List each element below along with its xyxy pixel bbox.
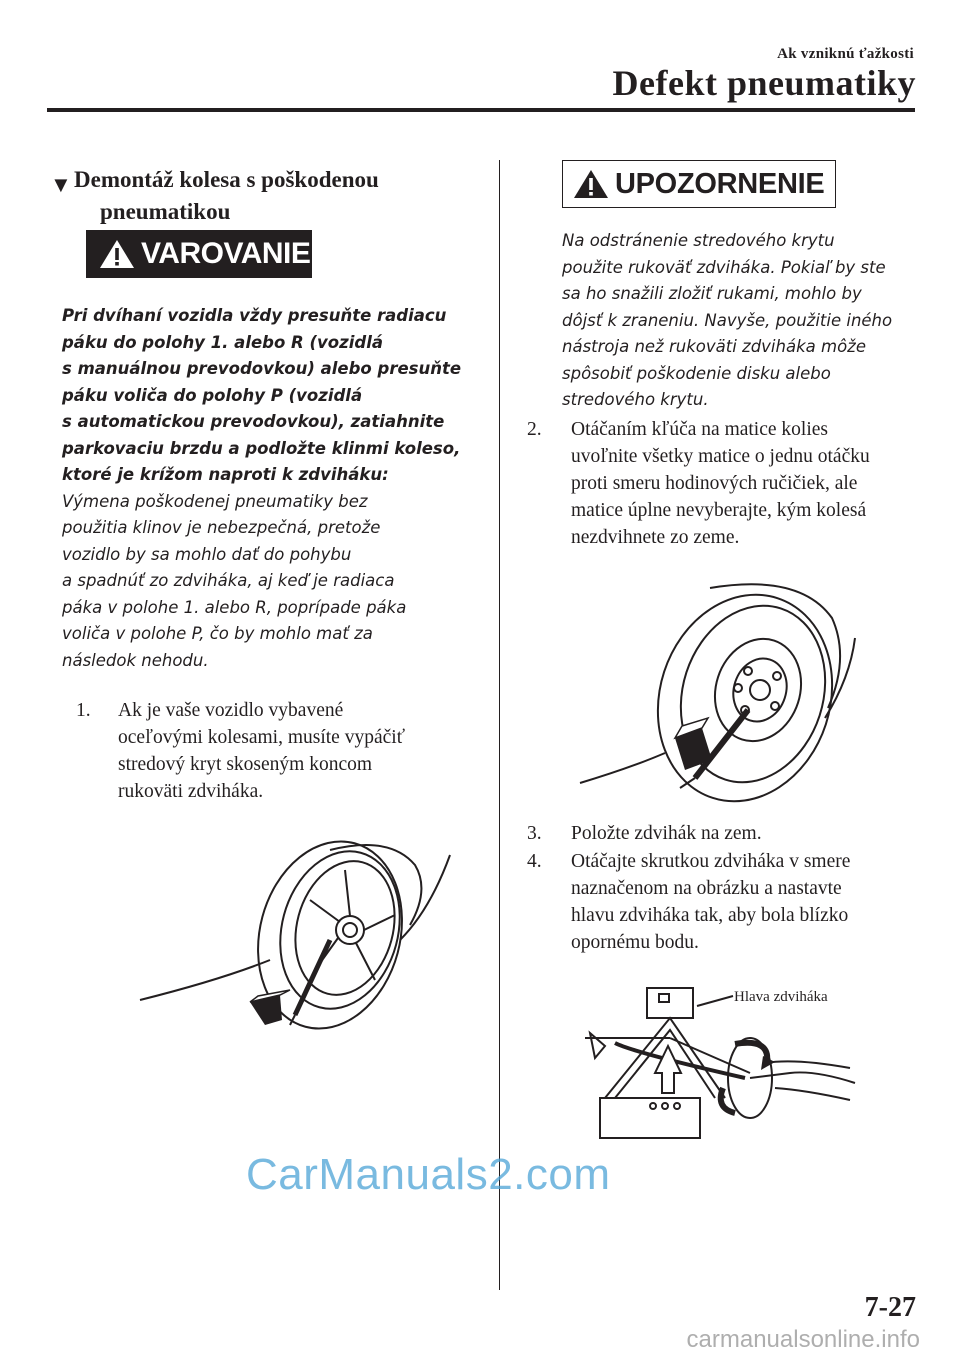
- warning-label: [86, 230, 312, 278]
- step-line: stredový kryt skoseným koncom: [118, 754, 373, 775]
- step-line: hlavu zdviháka tak, aby bola blízko: [571, 905, 849, 926]
- section-subtitle: Ak vzniknú ťažkosti: [777, 46, 914, 62]
- warning-triangle-icon: [97, 237, 137, 271]
- heading-marker-icon: ▼: [50, 172, 72, 197]
- step-line: Otáčajte skrutkou zdviháka v smere: [571, 851, 851, 872]
- jack-head-caption: Hlava zdviháka: [734, 989, 828, 1005]
- caution-text-block: [562, 228, 932, 414]
- watermark: CarManuals2.com: [246, 1150, 611, 1199]
- caution-label: [562, 160, 836, 208]
- caution-text-line: Na odstránenie stredového krytu: [562, 231, 835, 250]
- step-line: Otáčaním kľúča na matice kolies: [571, 419, 828, 440]
- step-line: opornému bodu.: [571, 932, 699, 953]
- caution-text-line: dôjsť k zraneniu. Navyše, použitie iného: [562, 310, 893, 330]
- step-line: nezdvihnete zo zeme.: [571, 527, 740, 548]
- warning-bold-line: s automatickou prevodovkou), zatiahnite: [62, 412, 445, 431]
- warning-text-line: vozidlo by sa mohlo dať do pohybu: [62, 544, 352, 564]
- warning-text-line: a spadnúť zo zdviháka, aj keď je radiaca: [62, 571, 395, 590]
- step-number: 3.: [527, 823, 542, 844]
- page-title: Defekt pneumatiky: [612, 63, 916, 103]
- step-2: [527, 416, 927, 551]
- step-number: 1.: [76, 700, 91, 721]
- warning-text-line: Výmena poškodenej pneumatiky bez: [62, 491, 368, 511]
- caution-text-line: stredového krytu.: [562, 390, 709, 409]
- hubcap-removal-illustration: [130, 830, 460, 1050]
- step-3: [527, 820, 927, 847]
- watermark-bottom: carmanualsonline.info: [686, 1326, 920, 1353]
- step-line: Ak je vaše vozidlo vybavené: [118, 700, 344, 721]
- section-heading: [74, 164, 474, 228]
- column-divider: [499, 160, 500, 1290]
- step-4: [527, 848, 927, 956]
- caution-triangle-icon: [571, 167, 611, 201]
- caution-text-line: spôsobiť poškodenie disku alebo: [562, 363, 831, 383]
- warning-bold-line: páku voliča do polohy P (vozidlá: [62, 385, 363, 405]
- scissor-jack-illustration: [575, 978, 875, 1148]
- warning-label-text: VAROVANIE: [141, 237, 311, 270]
- caution-label-text: UPOZORNENIE: [615, 167, 825, 200]
- step-line: matice úplne nevyberajte, kým kolesá: [571, 500, 867, 521]
- step-line: proti smeru hodinových ručičiek, ale: [571, 473, 858, 494]
- step-line: rukoväti zdviháka.: [118, 781, 264, 802]
- warning-bold-line: Pri dvíhaní vozidla vždy presuňte radiacu: [62, 306, 447, 325]
- warning-text-block: [62, 303, 482, 674]
- warning-text-line: použitia klinov je nebezpečná, pretože: [62, 518, 381, 537]
- caution-text-line: nástroja než rukoväti zdviháka môže: [562, 337, 866, 356]
- step-line: uvoľnite všetky matice o jednu otáčku: [571, 446, 870, 467]
- warning-text-line: následok nehodu.: [62, 650, 209, 670]
- header-rule: [47, 108, 915, 112]
- section-heading-line2: pneumatikou: [100, 199, 231, 224]
- step-1: [76, 697, 486, 805]
- warning-bold-line: ktoré je krížom naproti k zdviháku:: [62, 465, 389, 484]
- warning-bold-line: páku do polohy 1. alebo R (vozidlá: [62, 332, 383, 352]
- warning-bold-line: parkovaciu brzdu a podložte klinmi koleso,: [62, 438, 461, 458]
- warning-bold-line: s manuálnou prevodovkou) alebo presuňte: [62, 359, 462, 378]
- warning-text-line: voliča v polohe P, čo by mohlo mať za: [62, 624, 373, 643]
- step-line: Položte zdvihák na zem.: [571, 823, 762, 844]
- warning-text-line: páka v polohe 1. alebo R, poprípade páka: [62, 597, 407, 617]
- step-line: naznačenom na obrázku a nastavte: [571, 878, 842, 899]
- caution-text-line: použite rukoväť zdviháka. Pokiaľ by ste: [562, 257, 886, 277]
- step-line: oceľovými kolesami, musíte vypáčiť: [118, 727, 406, 748]
- caution-text-line: sa ho snažili zložiť rukami, mohlo by: [562, 284, 862, 303]
- page-number: 7-27: [864, 1292, 916, 1323]
- section-heading-line1: Demontáž kolesa s poškodenou: [74, 167, 379, 192]
- step-number: 4.: [527, 851, 542, 872]
- lug-nut-loosening-illustration: [570, 578, 870, 808]
- step-number: 2.: [527, 419, 542, 440]
